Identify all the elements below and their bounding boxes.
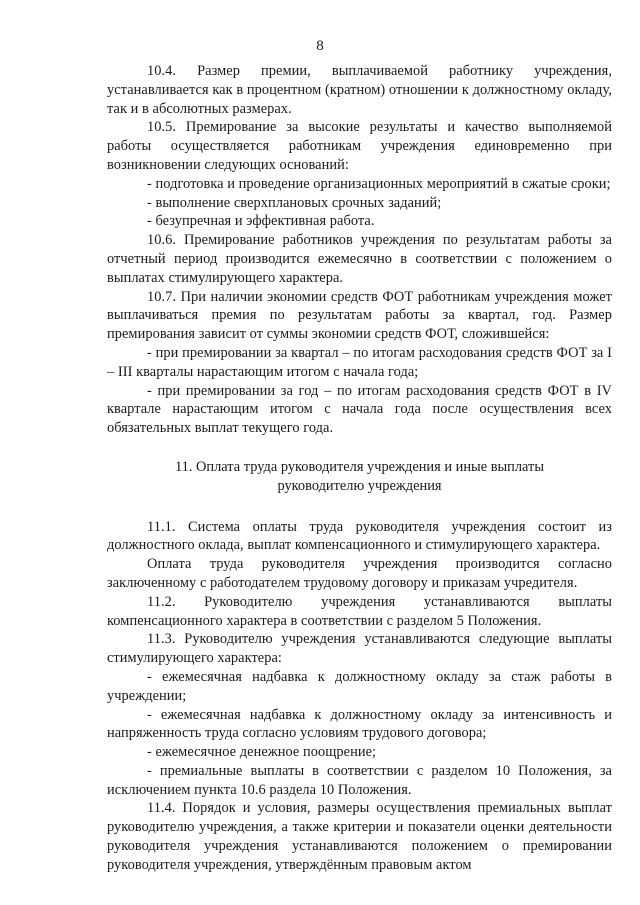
list-item: - при премировании за год – по итогам расходования средств ФОТ в IV квартале нарастающим итогом с начала года после осуществления всех обязательных выплат текущего года. <box>107 382 612 437</box>
paragraph-10-6: 10.6. Премирование работников учреждения по результатам работы за отчетный период производится ежемесячно в соответствии с положением о выплатах стимулирующего характера. <box>107 232 612 286</box>
list-item: - ежемесячное денежное поощрение; <box>147 744 377 761</box>
document-body <box>107 62 612 875</box>
paragraph-10-7: 10.7. При наличии экономии средств ФОТ работникам учреждения может выплачиваться премия по результатам работы за квартал, год. Размер премирования зависит от суммы экономии средств ФОТ, сложившейся: <box>107 288 612 343</box>
list-item: - выполнение сверхплановых срочных заданий; <box>147 194 442 211</box>
paragraph: Оплата труда руководителя учреждения производится согласно заключенному с работодателем трудовому договору и приказам учредителя. <box>107 556 612 591</box>
list-item: - при премировании за квартал – по итогам расходования средств ФОТ за I – III кварталы нарастающим итогом с начала года; <box>107 344 612 380</box>
paragraph-10-5: 10.5. Премирование за высокие результаты и качество выполняемой работы осуществляется работникам учреждения единовременно при возникновении следующих оснований: <box>107 119 612 173</box>
list-item: - подготовка и проведение организационных мероприятий в сжатые сроки; <box>147 175 611 192</box>
list-item: - ежемесячная надбавка к должностному окладу за стаж работы в учреждении; <box>107 668 612 704</box>
list-item: - премиальные выплаты в соответствии с разделом 10 Положения, за исключением пункта 10.6 раздела 10 Положения. <box>107 762 612 798</box>
section-heading-line: 11. Оплата труда руководителя учреждения и иные выплаты <box>174 458 545 475</box>
paragraph-11-3: 11.3. Руководителю учреждения устанавливаются следующие выплаты стимулирующего характера: <box>107 631 612 667</box>
paragraph-11-1: 11.1. Система оплаты труда руководителя учреждения состоит из должностного оклада, выплат компенсационного и стимулирующего характера. <box>107 518 612 554</box>
paragraph-11-2: 11.2. Руководителю учреждения устанавливаются выплаты компенсационного характера в соответствии с разделом 5 Положения. <box>107 593 612 629</box>
paragraph-10-4: 10.4. Размер премии, выплачиваемой работнику учреждения, устанавливается как в процентном (кратном) отношении к должностному окладу, так и в абсолютных размерах. <box>107 63 612 117</box>
page-number: 8 <box>316 38 324 54</box>
section-heading-line: руководителю учреждения <box>277 477 442 494</box>
list-item: - безупречная и эффективная работа. <box>147 213 375 230</box>
paragraph-11-4: 11.4. Порядок и условия, размеры осуществления премиальных выплат руководителю учреждения, а также критерии и показатели оценки деятельности руководителя учреждения устанавливаются положением о премировании руководителя учреждения, утверждённым правовым актом <box>107 800 612 873</box>
section-heading-11 <box>107 458 612 496</box>
list-item: - ежемесячная надбавка к должностному окладу за интенсивность и напряженность труда согласно условиям трудового договора; <box>107 706 612 742</box>
